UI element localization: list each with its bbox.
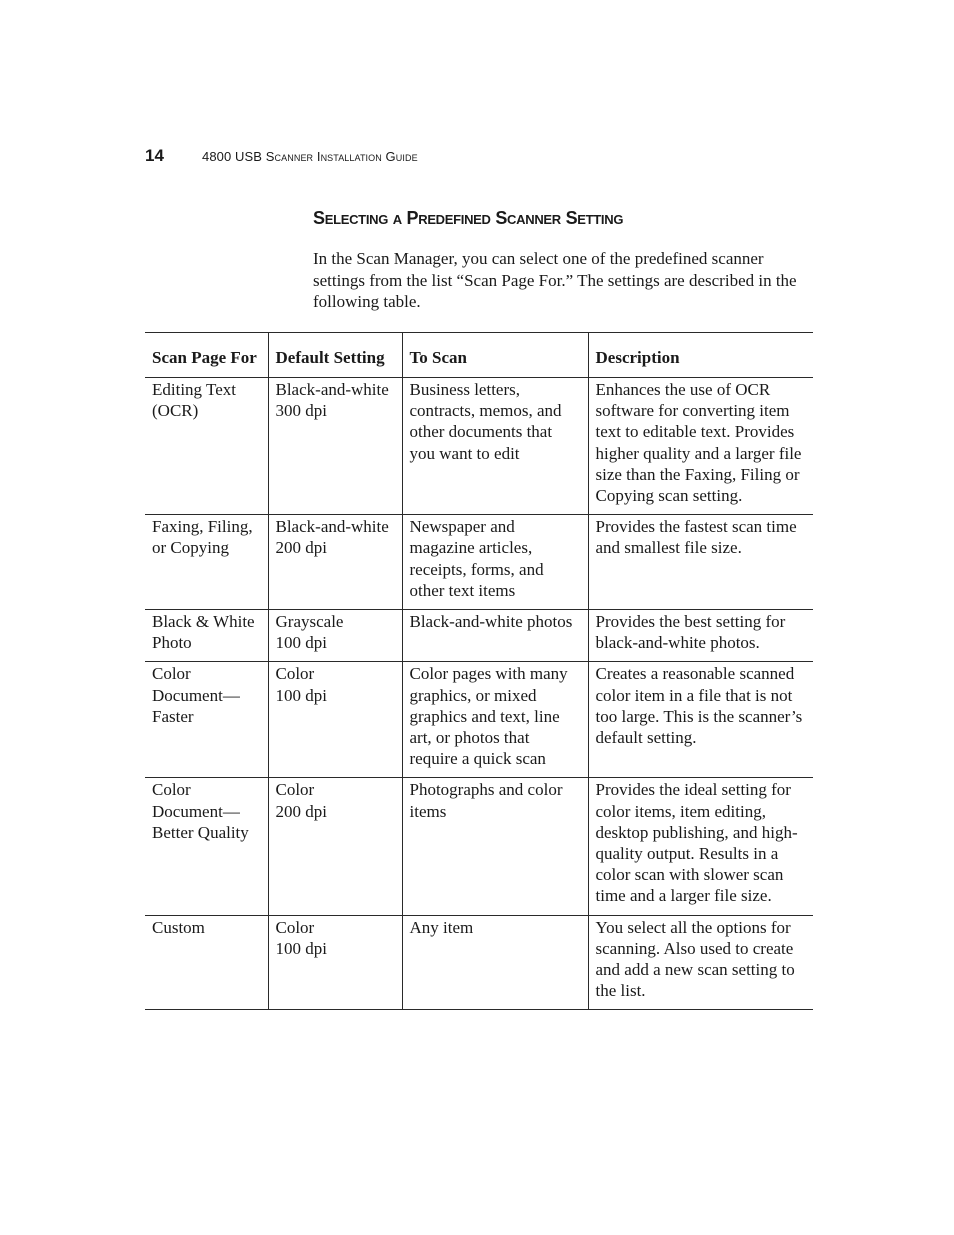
column-header-to-scan: To Scan <box>402 333 588 378</box>
intro-paragraph: In the Scan Manager, you can select one of the predefined scanner settings from the list “Scan Page For.” The settings are described in the following table. <box>313 249 797 311</box>
section-heading: Selecting a Predefined Scanner Setting <box>313 208 624 228</box>
scan-page-for-cell: Custom <box>145 915 268 1010</box>
scan-page-for-cell: Editing Text (OCR) <box>145 378 268 515</box>
setting-resolution: 100 dpi <box>275 633 327 653</box>
column-header-scan-page-for: Scan Page For <box>145 333 268 378</box>
table-row <box>145 915 813 1010</box>
to-scan-cell: Any item <box>402 915 588 1010</box>
to-scan-cell: Black-and-white photos <box>402 610 588 662</box>
setting-mode: Grayscale <box>275 612 344 632</box>
guide-title: 4800 USB Scanner Installation Guide <box>202 149 418 164</box>
page-number: 14 <box>145 146 164 165</box>
default-setting-cell <box>268 915 402 1010</box>
scan-page-for-cell: Faxing, Filing, or Copying <box>145 515 268 610</box>
table-row <box>145 778 813 915</box>
table-row <box>145 515 813 610</box>
table-row <box>145 378 813 515</box>
description-cell: Enhances the use of OCR software for converting item text to editable text. Provides higher quality and a larger file size than the Faxing, Filing or Copying scan setting. <box>588 378 813 515</box>
default-setting-cell <box>268 610 402 662</box>
default-setting-cell <box>268 515 402 610</box>
scan-page-for-cell: Color Document— Faster <box>145 662 268 778</box>
table-row <box>145 610 813 662</box>
column-header-description: Description <box>588 333 813 378</box>
to-scan-cell: Photographs and color items <box>402 778 588 915</box>
scan-page-for-cell: Color Document— Better Quality <box>145 778 268 915</box>
setting-mode: Color <box>275 664 315 684</box>
table-row <box>145 662 813 778</box>
setting-resolution: 100 dpi <box>275 685 327 705</box>
default-setting-cell <box>268 662 402 778</box>
setting-mode: Black-and-white <box>275 517 389 537</box>
description-cell: Provides the ideal setting for color items, item editing, desktop publishing, and high-quality output. Results in a color scan with slower scan time and a larger file size. <box>588 778 813 915</box>
description-cell: Creates a reasonable scanned color item in a file that is not too large. This is the scanner’s default setting. <box>588 662 813 778</box>
to-scan-cell: Color pages with many graphics, or mixed graphics and text, line art, or photos that require a quick scan <box>402 662 588 778</box>
setting-resolution: 300 dpi <box>275 401 327 421</box>
setting-mode: Color <box>275 917 315 937</box>
setting-resolution: 200 dpi <box>275 801 327 821</box>
description-cell: You select all the options for scanning. Also used to create and add a new scan setting to the list. <box>588 915 813 1010</box>
description-cell: Provides the best setting for black-and-white photos. <box>588 610 813 662</box>
setting-resolution: 200 dpi <box>275 538 327 558</box>
setting-mode: Black-and-white <box>275 380 389 399</box>
setting-resolution: 100 dpi <box>275 938 327 958</box>
default-setting-cell <box>268 778 402 915</box>
table-header-row <box>145 333 813 378</box>
setting-mode: Color <box>275 780 315 800</box>
default-setting-cell <box>268 378 402 515</box>
column-header-default-setting: Default Setting <box>268 333 402 378</box>
description-cell: Provides the fastest scan time and smallest file size. <box>588 515 813 610</box>
scan-page-for-cell: Black & White Photo <box>145 610 268 662</box>
running-header <box>145 146 418 170</box>
scan-settings-table <box>145 332 813 1010</box>
to-scan-cell: Business letters, contracts, memos, and other documents that you want to edit <box>402 378 588 515</box>
to-scan-cell: Newspaper and magazine articles, receipts, forms, and other text items <box>402 515 588 610</box>
